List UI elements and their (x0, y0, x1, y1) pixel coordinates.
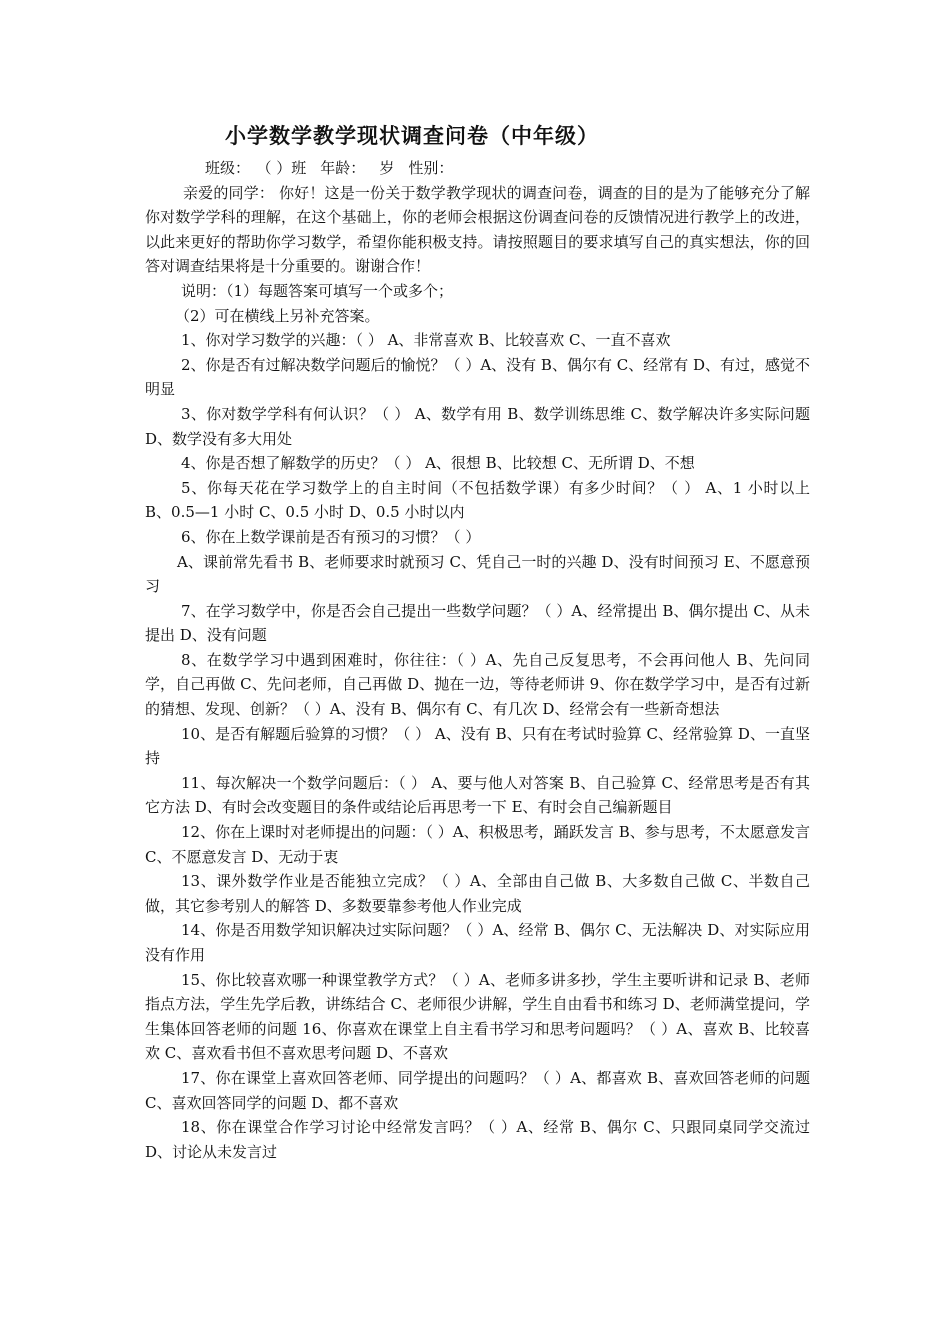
question-11: 11、每次解决一个数学问题后：（ ） A、要与他人对答案 B、自己验算 C、经常思考是否有其它方法 D、有时会改变题目的条件或结论后再思考一下 E、有时会自己编新题目 (145, 773, 810, 817)
question-3: 3、你对数学学科有何认识？（ ） A、数学有用 B、数学训练思维 C、数学解决许多实际问题 D、数学没有多大用处 (145, 404, 810, 448)
question-6-options: A、课前常先看书 B、老师要求时就预习 C、凭自己一时的兴趣 D、没有时间预习 E、不愿意预习 (145, 552, 810, 596)
question-8-9: 8、在数学学习中遇到困难时，你往往：（ ）A、先自己反复思考，不会再问他人 B、先问同学，自己再做 C、先问老师，自己再做 D、抛在一边，等待老师讲 9、你在数学学习中，是否有过新的猜想、发现、创新？（ ）A、没有 B、偶尔有 C、有几次 D、经常会有一些新奇想法 (145, 650, 810, 719)
question-10: 10、是否有解题后验算的习惯？（ ） A、没有 B、只有在考试时验算 C、经常验算 D、一直坚持 (145, 724, 810, 768)
question-7: 7、在学习数学中，你是否会自己提出一些数学问题？（ ）A、经常提出 B、偶尔提出 C、从未提出 D、没有问题 (145, 601, 810, 645)
question-12: 12、你在上课时对老师提出的问题：（ ）A、积极思考，踊跃发言 B、参与思考，不太愿意发言 C、不愿意发言 D、无动于衷 (145, 823, 810, 866)
question-4: 4、你是否想了解数学的历史？（ ） A、很想 B、比较想 C、无所谓 D、不想 (181, 454, 695, 473)
age-unit: 岁 (379, 159, 395, 177)
age-label: 年龄： (320, 159, 366, 177)
note-1: 说明：（1）每题答案可填写一个或多个； (181, 281, 454, 300)
gender-label: 性别： (408, 159, 454, 177)
question-6: 6、你在上数学课前是否有预习的习惯？（ ） (181, 527, 481, 546)
intro-paragraph: 亲爱的同学： 你好！这是一份关于数学教学现状的调查问卷，调查的目的是为了能够充分了解你对数学学科的理解，在这个基础上，你的老师会根据这份调查问卷的反馈情况进行教学上的改进，以此来更好的帮助你学习数学，希望你能积极支持。请按照题目的要求填写自己的真实想法，你的回答对调查结果将是十分重要的。谢谢合作！ (145, 183, 810, 276)
question-14: 14、你是否用数学知识解决过实际问题？（ ）A、经常 B、偶尔 C、无法解决 D、对实际应用没有作用 (145, 921, 810, 964)
page-title: 小学数学教学现状调查问卷（中年级） (225, 124, 599, 148)
question-1: 1、你对学习数学的兴趣：（ ） A、非常喜欢 B、比较喜欢 C、一直不喜欢 (181, 331, 671, 350)
question-5: 5、你每天花在学习数学上的自主时间（不包括数学课）有多少时间？（ ） A、1 小时以上 B、0.5—1 小时 C、0.5 小时 D、0.5 小时以内 (145, 478, 810, 522)
note-2: （2）可在横线上另补充答案。 (175, 306, 380, 325)
question-13: 13、课外数学作业是否能独立完成？（ ）A、全部由自己做 B、大多数自己做 C、半数自己做，其它参考别人的解答 D、多数要靠参考他人作业完成 (145, 872, 810, 915)
class-blank: （ ）班 (264, 159, 307, 177)
question-17: 17、你在课堂上喜欢回答老师、同学提出的问题吗？（ ）A、都喜欢 B、喜欢回答老师的问题 C、喜欢回答同学的问题 D、都不喜欢 (145, 1068, 810, 1112)
question-15-16: 15、你比较喜欢哪一种课堂教学方式？（ ）A、老师多讲多抄，学生主要听讲和记录 B、老师指点方法，学生先学后教，讲练结合 C、老师很少讲解，学生自由看书和练习 D、老师满堂提问，学生集体回答老师的问题 16、你喜欢在课堂上自主看书学习和思考问题吗？（ ）A、喜欢 B、比较喜欢 C、喜欢看书但不喜欢思考问题 D、不喜欢 (145, 970, 810, 1063)
class-label: 班级： (205, 159, 251, 177)
question-2: 2、你是否有过解决数学问题后的愉悦？（ ）A、没有 B、偶尔有 C、经常有 D、有过，感觉不明显 (145, 355, 810, 399)
question-18: 18、你在课堂合作学习讨论中经常发言吗？（ ）A、经常 B、偶尔 C、只跟同桌同学交流过 D、讨论从未发言过 (145, 1118, 810, 1161)
questionnaire-body (145, 116, 810, 1164)
student-info-line (205, 156, 810, 181)
